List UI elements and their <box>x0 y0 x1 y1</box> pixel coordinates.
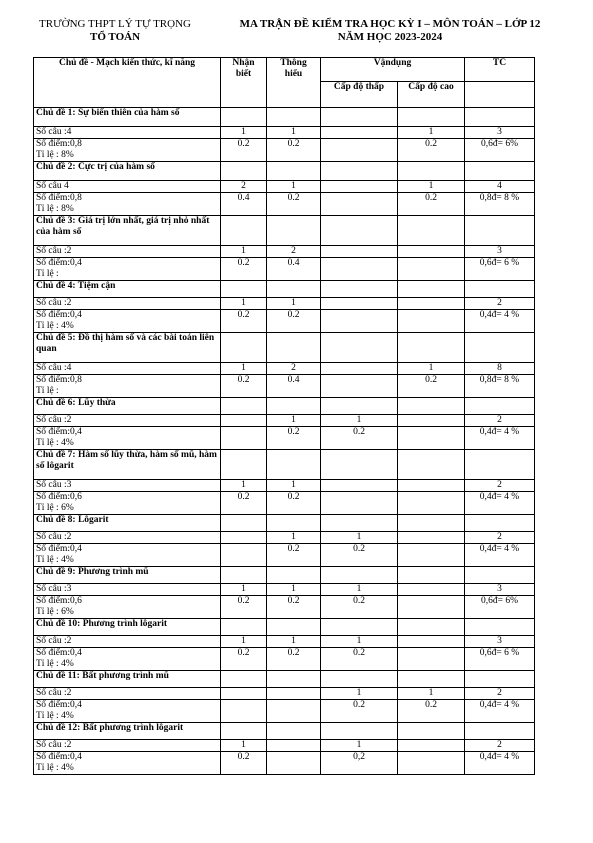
empty-cell <box>267 515 321 532</box>
ratio-label: Tỉ lệ : 6% <box>36 503 74 513</box>
score-cell <box>34 139 221 162</box>
question-count-vh <box>398 246 465 258</box>
score-label: Số điểm:0,8 <box>36 139 82 149</box>
topic-title: Chủ đề 5: Đồ thị hàm số và các bài toán liên quan <box>34 333 221 363</box>
question-count-vh: 1 <box>398 181 465 193</box>
question-count-nb: 1 <box>221 740 267 752</box>
score-nb <box>221 427 267 450</box>
school-year: NĂM HỌC 2023-2024 <box>337 31 443 43</box>
question-count-vl: 1 <box>321 688 398 700</box>
question-count-row <box>34 584 535 596</box>
empty-cell <box>465 450 535 480</box>
score-tc: 0,4đ= 4 % <box>465 752 535 775</box>
ratio-label: Tỉ lệ : 4% <box>36 659 74 669</box>
question-count-row <box>34 246 535 258</box>
question-count-vl <box>321 127 398 139</box>
col-understanding-header <box>267 58 321 108</box>
empty-cell <box>221 567 267 584</box>
score-row <box>34 310 535 333</box>
ratio-label: Tỉ lệ : 4% <box>36 438 74 448</box>
score-nb <box>221 544 267 567</box>
score-tc: 0,4đ= 4 % <box>465 427 535 450</box>
empty-cell <box>221 216 267 246</box>
empty-cell <box>465 723 535 740</box>
score-row <box>34 752 535 775</box>
score-tc: 0,8đ= 8 % <box>465 375 535 398</box>
empty-cell <box>398 450 465 480</box>
score-row <box>34 492 535 515</box>
empty-cell <box>398 671 465 688</box>
question-count-nb <box>221 688 267 700</box>
topic-title-row <box>34 567 535 584</box>
question-count-label: Số câu :4 <box>34 127 221 139</box>
question-count-th: 1 <box>267 584 321 596</box>
question-count-th: 1 <box>267 298 321 310</box>
score-row <box>34 258 535 281</box>
question-count-vl <box>321 246 398 258</box>
score-th: 0.2 <box>267 492 321 515</box>
question-count-nb: 1 <box>221 636 267 648</box>
header-row <box>34 58 535 82</box>
score-vh <box>398 258 465 281</box>
ratio-label: Tỉ lệ : 8% <box>36 204 74 214</box>
score-label: Số điểm:0,4 <box>36 752 82 762</box>
question-count-tc: 2 <box>465 298 535 310</box>
score-vl <box>321 193 398 216</box>
department-name: TỔ TOÁN <box>89 31 141 43</box>
score-vl <box>321 492 398 515</box>
topic-title-row <box>34 333 535 363</box>
empty-cell <box>465 108 535 127</box>
score-vh <box>398 310 465 333</box>
question-count-tc: 2 <box>465 740 535 752</box>
topic-title: Chủ đề 3: Giá trị lớn nhất, giá trị nhỏ nhất của hàm số <box>34 216 221 246</box>
empty-cell <box>221 723 267 740</box>
score-tc: 0,6đ= 6% <box>465 596 535 619</box>
empty-cell <box>221 671 267 688</box>
empty-cell <box>267 281 321 298</box>
question-count-nb: 1 <box>221 480 267 492</box>
question-count-row <box>34 532 535 544</box>
ratio-label: Tỉ lệ : 6% <box>36 607 74 617</box>
question-count-nb: 1 <box>221 246 267 258</box>
score-cell <box>34 596 221 619</box>
col-total-subheader <box>465 82 535 108</box>
score-nb: 0.2 <box>221 596 267 619</box>
topic-title: Chủ đề 4: Tiệm cận <box>34 281 221 298</box>
question-count-tc: 3 <box>465 636 535 648</box>
empty-cell <box>465 216 535 246</box>
score-cell <box>34 752 221 775</box>
question-count-th: 1 <box>267 480 321 492</box>
score-cell <box>34 310 221 333</box>
empty-cell <box>321 108 398 127</box>
question-count-tc: 2 <box>465 415 535 427</box>
score-tc: 0,6đ= 6 % <box>465 648 535 671</box>
score-th: 0.2 <box>267 193 321 216</box>
question-count-row <box>34 415 535 427</box>
col-total-header: TC <box>465 58 535 82</box>
score-tc: 0,6đ= 6% <box>465 139 535 162</box>
empty-cell <box>321 162 398 181</box>
score-label: Số điểm:0,4 <box>36 700 82 710</box>
score-cell <box>34 193 221 216</box>
question-count-th: 1 <box>267 532 321 544</box>
topic-title-row <box>34 450 535 480</box>
question-count-label: Số câu :4 <box>34 363 221 375</box>
question-count-label: Số câu :2 <box>34 532 221 544</box>
question-count-vh <box>398 584 465 596</box>
question-count-label: Số câu :2 <box>34 246 221 258</box>
empty-cell <box>267 398 321 415</box>
col-application-header: Vậndụng <box>321 58 465 82</box>
score-vl: 0.2 <box>321 596 398 619</box>
empty-cell <box>221 619 267 636</box>
empty-cell <box>321 671 398 688</box>
score-th: 0.2 <box>267 310 321 333</box>
score-label: Số điểm:0,8 <box>36 375 82 385</box>
question-count-nb: 1 <box>221 298 267 310</box>
score-vl: 0.2 <box>321 700 398 723</box>
topic-title-row <box>34 723 535 740</box>
score-cell <box>34 258 221 281</box>
score-th: 0.4 <box>267 258 321 281</box>
question-count-vh <box>398 480 465 492</box>
empty-cell <box>221 333 267 363</box>
topic-title: Chủ đề 12: Bất phương trình lôgarit <box>34 723 221 740</box>
ratio-label: Tỉ lệ : 4% <box>36 321 74 331</box>
question-count-vh <box>398 636 465 648</box>
score-vh: 0.2 <box>398 139 465 162</box>
question-count-vh: 1 <box>398 363 465 375</box>
score-vh <box>398 544 465 567</box>
empty-cell <box>321 333 398 363</box>
score-nb: 0.2 <box>221 752 267 775</box>
question-count-vl <box>321 181 398 193</box>
empty-cell <box>398 619 465 636</box>
score-tc: 0,4đ= 4 % <box>465 544 535 567</box>
col-recognition-line2: biết <box>235 69 252 79</box>
score-nb: 0.2 <box>221 139 267 162</box>
empty-cell <box>321 216 398 246</box>
score-nb <box>221 700 267 723</box>
col-recognition-line1: Nhận <box>232 58 255 68</box>
score-tc: 0,6đ= 6 % <box>465 258 535 281</box>
score-vl <box>321 375 398 398</box>
question-count-tc: 3 <box>465 246 535 258</box>
empty-cell <box>465 281 535 298</box>
col-recognition-header <box>221 58 267 108</box>
ratio-label: Tỉ lệ : <box>36 269 59 279</box>
score-tc: 0,4đ= 4 % <box>465 310 535 333</box>
empty-cell <box>321 450 398 480</box>
question-count-tc: 2 <box>465 532 535 544</box>
question-count-vh: 1 <box>398 688 465 700</box>
topic-title: Chủ đề 9: Phương trình mũ <box>34 567 221 584</box>
empty-cell <box>321 398 398 415</box>
score-th <box>267 752 321 775</box>
empty-cell <box>221 108 267 127</box>
score-th: 0.4 <box>267 375 321 398</box>
empty-cell <box>221 162 267 181</box>
question-count-row <box>34 740 535 752</box>
school-name: TRƯỜNG THPT LÝ TỰ TRỌNG <box>39 18 191 30</box>
score-cell <box>34 700 221 723</box>
col-application-low-header: Cấp độ thấp <box>321 82 398 108</box>
exam-matrix-table <box>33 57 535 775</box>
score-label: Số điểm:0,4 <box>36 427 82 437</box>
topic-title-row <box>34 398 535 415</box>
ratio-label: Tỉ lệ : <box>36 386 59 396</box>
topic-title-row <box>34 108 535 127</box>
document-title: MA TRẬN ĐỀ KIỂM TRA HỌC KỲ I – MÔN TOÁN – LỚP 12 <box>239 18 541 30</box>
score-label: Số điểm:0,6 <box>36 492 82 502</box>
empty-cell <box>267 619 321 636</box>
empty-cell <box>465 398 535 415</box>
score-label: Số điểm:0,4 <box>36 258 82 268</box>
score-vl: 0.2 <box>321 544 398 567</box>
question-count-th: 1 <box>267 415 321 427</box>
question-count-tc: 8 <box>465 363 535 375</box>
score-label: Số điểm:0,4 <box>36 544 82 554</box>
col-understanding-line2: hiểu <box>284 69 303 79</box>
question-count-row <box>34 363 535 375</box>
score-vl <box>321 310 398 333</box>
score-th: 0.2 <box>267 648 321 671</box>
score-vh <box>398 427 465 450</box>
empty-cell <box>267 162 321 181</box>
col-understanding-line1: Thông <box>280 58 307 68</box>
score-th: 0.2 <box>267 427 321 450</box>
document-title-block <box>225 18 555 44</box>
score-nb: 0.2 <box>221 310 267 333</box>
question-count-label: Số câu 4 <box>34 181 221 193</box>
empty-cell <box>267 671 321 688</box>
score-vh <box>398 752 465 775</box>
empty-cell <box>321 281 398 298</box>
empty-cell <box>321 723 398 740</box>
empty-cell <box>267 567 321 584</box>
question-count-label: Số câu :2 <box>34 415 221 427</box>
question-count-th: 1 <box>267 636 321 648</box>
empty-cell <box>465 515 535 532</box>
score-vl: 0,2 <box>321 752 398 775</box>
empty-cell <box>267 723 321 740</box>
score-vl <box>321 258 398 281</box>
empty-cell <box>321 567 398 584</box>
question-count-tc: 4 <box>465 181 535 193</box>
ratio-label: Tỉ lệ : 4% <box>36 711 74 721</box>
empty-cell <box>221 281 267 298</box>
score-label: Số điểm:0,4 <box>36 648 82 658</box>
question-count-nb <box>221 415 267 427</box>
question-count-tc: 3 <box>465 584 535 596</box>
question-count-row <box>34 688 535 700</box>
question-count-vl: 1 <box>321 636 398 648</box>
score-row <box>34 648 535 671</box>
question-count-th <box>267 688 321 700</box>
score-label: Số điểm:0,8 <box>36 193 82 203</box>
topic-title: Chủ đề 10: Phương trình lôgarit <box>34 619 221 636</box>
empty-cell <box>398 162 465 181</box>
score-nb: 0.2 <box>221 492 267 515</box>
topic-title: Chủ đề 1: Sự biến thiên của hàm số <box>34 108 221 127</box>
question-count-label: Số câu :3 <box>34 584 221 596</box>
question-count-nb: 1 <box>221 127 267 139</box>
empty-cell <box>221 515 267 532</box>
col-application-high-header: Cấp độ cao <box>398 82 465 108</box>
empty-cell <box>398 216 465 246</box>
score-cell <box>34 648 221 671</box>
score-cell <box>34 427 221 450</box>
topic-title-row <box>34 515 535 532</box>
score-vl: 0.2 <box>321 648 398 671</box>
question-count-vl: 1 <box>321 415 398 427</box>
question-count-vl: 1 <box>321 532 398 544</box>
score-vh: 0.2 <box>398 193 465 216</box>
question-count-label: Số câu :2 <box>34 688 221 700</box>
question-count-vh <box>398 532 465 544</box>
ratio-label: Tỉ lệ : 8% <box>36 150 74 160</box>
score-cell <box>34 492 221 515</box>
score-row <box>34 139 535 162</box>
question-count-row <box>34 181 535 193</box>
score-row <box>34 700 535 723</box>
question-count-label: Số câu :2 <box>34 740 221 752</box>
empty-cell <box>321 619 398 636</box>
question-count-nb <box>221 532 267 544</box>
empty-cell <box>398 281 465 298</box>
score-vh: 0.2 <box>398 700 465 723</box>
empty-cell <box>221 398 267 415</box>
empty-cell <box>465 567 535 584</box>
score-th: 0.2 <box>267 596 321 619</box>
question-count-th: 2 <box>267 363 321 375</box>
score-row <box>34 596 535 619</box>
ratio-label: Tỉ lệ : 4% <box>36 555 74 565</box>
school-header <box>20 18 210 44</box>
empty-cell <box>398 108 465 127</box>
question-count-vl <box>321 363 398 375</box>
question-count-vl: 1 <box>321 584 398 596</box>
question-count-nb: 1 <box>221 363 267 375</box>
empty-cell <box>267 108 321 127</box>
score-tc: 0,8đ= 8 % <box>465 193 535 216</box>
empty-cell <box>267 333 321 363</box>
question-count-vh <box>398 740 465 752</box>
question-count-tc: 2 <box>465 480 535 492</box>
score-vh <box>398 596 465 619</box>
topic-title: Chủ đề 6: Lũy thừa <box>34 398 221 415</box>
question-count-th: 2 <box>267 246 321 258</box>
question-count-label: Số câu :3 <box>34 480 221 492</box>
topic-title-row <box>34 281 535 298</box>
score-cell <box>34 544 221 567</box>
score-row <box>34 193 535 216</box>
topic-title-row <box>34 671 535 688</box>
col-topic-header: Chủ đề - Mạch kiến thức, kĩ năng <box>34 58 221 108</box>
empty-cell <box>221 450 267 480</box>
question-count-label: Số câu :2 <box>34 298 221 310</box>
score-nb: 0.4 <box>221 193 267 216</box>
question-count-vh <box>398 415 465 427</box>
score-row <box>34 427 535 450</box>
empty-cell <box>267 450 321 480</box>
topic-title: Chủ đề 7: Hàm số lũy thừa, hàm số mũ, hàm số lôgarit <box>34 450 221 480</box>
empty-cell <box>465 162 535 181</box>
question-count-th: 1 <box>267 181 321 193</box>
topic-title: Chủ đề 2: Cực trị của hàm số <box>34 162 221 181</box>
score-th: 0.2 <box>267 139 321 162</box>
question-count-th <box>267 740 321 752</box>
empty-cell <box>398 515 465 532</box>
score-nb: 0.2 <box>221 258 267 281</box>
score-row <box>34 375 535 398</box>
score-th <box>267 700 321 723</box>
empty-cell <box>321 515 398 532</box>
score-th: 0.2 <box>267 544 321 567</box>
empty-cell <box>398 723 465 740</box>
question-count-tc: 3 <box>465 127 535 139</box>
ratio-label: Tỉ lệ : 4% <box>36 763 74 773</box>
empty-cell <box>398 398 465 415</box>
question-count-row <box>34 480 535 492</box>
question-count-nb: 1 <box>221 584 267 596</box>
score-vh <box>398 648 465 671</box>
question-count-vl: 1 <box>321 740 398 752</box>
empty-cell <box>465 619 535 636</box>
question-count-vh: 1 <box>398 127 465 139</box>
topic-title-row <box>34 162 535 181</box>
score-vh <box>398 492 465 515</box>
question-count-vl <box>321 480 398 492</box>
question-count-label: Số câu :2 <box>34 636 221 648</box>
empty-cell <box>267 216 321 246</box>
empty-cell <box>465 671 535 688</box>
topic-title: Chủ đề 11: Bất phương trình mũ <box>34 671 221 688</box>
score-label: Số điểm:0,6 <box>36 596 82 606</box>
score-nb: 0.2 <box>221 648 267 671</box>
score-nb: 0.2 <box>221 375 267 398</box>
empty-cell <box>398 333 465 363</box>
score-tc: 0,4đ= 4 % <box>465 492 535 515</box>
score-vh: 0.2 <box>398 375 465 398</box>
empty-cell <box>465 333 535 363</box>
score-tc: 0,4đ= 4 % <box>465 700 535 723</box>
question-count-row <box>34 127 535 139</box>
topic-title-row <box>34 216 535 246</box>
question-count-vl <box>321 298 398 310</box>
question-count-tc: 2 <box>465 688 535 700</box>
score-vl <box>321 139 398 162</box>
question-count-nb: 2 <box>221 181 267 193</box>
empty-cell <box>398 567 465 584</box>
score-vl: 0.2 <box>321 427 398 450</box>
score-cell <box>34 375 221 398</box>
score-label: Số điểm:0,4 <box>36 310 82 320</box>
topic-title-row <box>34 619 535 636</box>
topic-title: Chủ đề 8: Lôgarit <box>34 515 221 532</box>
question-count-th: 1 <box>267 127 321 139</box>
score-row <box>34 544 535 567</box>
question-count-vh <box>398 298 465 310</box>
question-count-row <box>34 298 535 310</box>
question-count-row <box>34 636 535 648</box>
